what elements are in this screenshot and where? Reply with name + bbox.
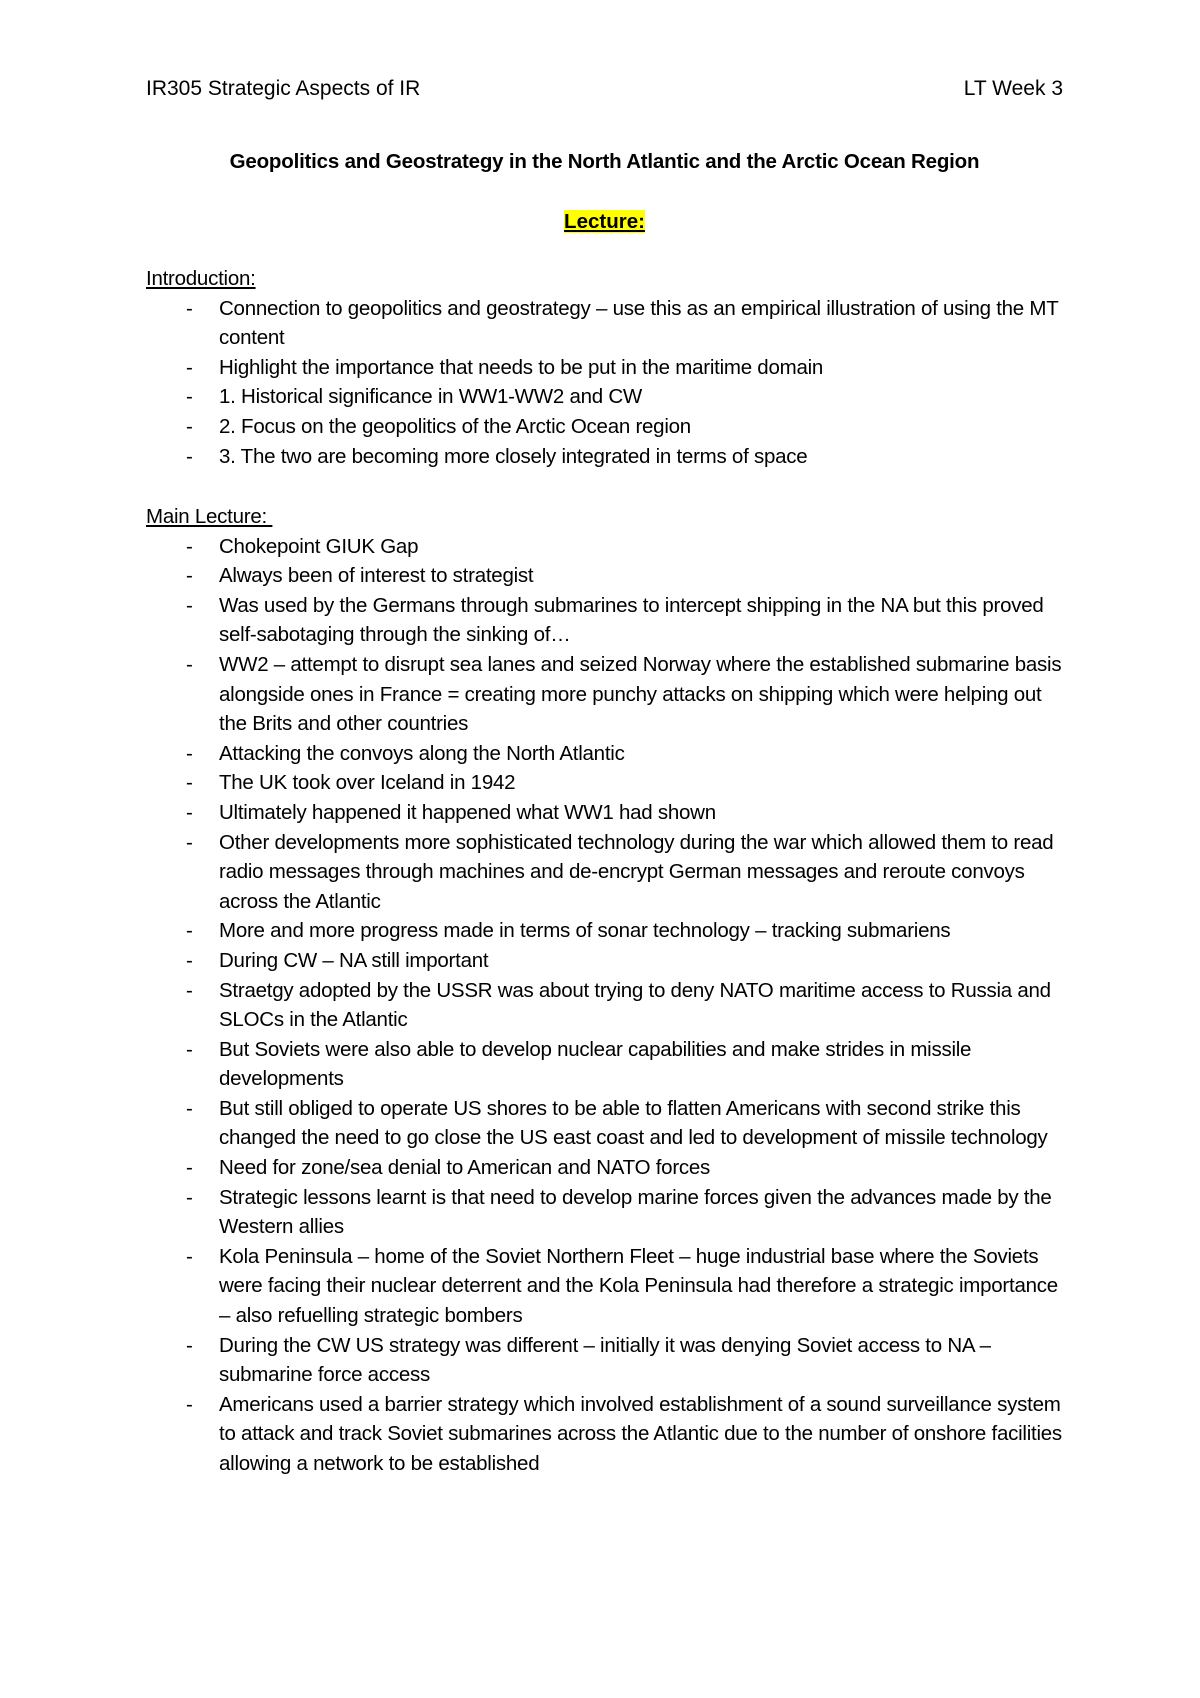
bullet-dash: - (186, 414, 193, 438)
bullet-text: Highlight the importance that needs to be put in the maritime domain (219, 355, 824, 379)
bullet-dash: - (186, 1156, 193, 1180)
bullet-text: Attacking the convoys along the North Atlantic (219, 741, 625, 765)
bullet-item (146, 916, 1066, 946)
bullet-text: Kola Peninsula – home of the Soviet Northern Fleet – huge industrial base where the Soviets were facing their nuclear deterrent and the Kola Peninsula had therefore a strategic importance – also refuelling strategic bombers (219, 1244, 1058, 1328)
bullet-text: But Soviets were also able to develop nuclear capabilities and make strides in missile developments (219, 1037, 972, 1091)
bullet-list (146, 294, 1066, 472)
bullet-text: Strategic lessons learnt is that need to develop marine forces given the advances made by the Western allies (219, 1185, 1052, 1239)
bullet-text: Chokepoint GIUK Gap (219, 534, 419, 558)
bullet-text: Other developments more sophisticated technology during the war which allowed them to read radio messages through machines and de-encrypt German messages and reroute convoys across the Atlantic (219, 830, 1054, 913)
bullet-dash: - (186, 1096, 193, 1120)
bullet-text: The UK took over Iceland in 1942 (219, 771, 516, 795)
bullet-dash: - (186, 385, 193, 409)
bullet-text: 3. The two are becoming more closely integrated in terms of space (219, 444, 808, 468)
bullet-text: Straetgy adopted by the USSR was about trying to deny NATO maritime access to Russia and SLOCs in the Atlantic (219, 978, 1051, 1032)
bullet-dash: - (186, 1244, 193, 1268)
bullet-item (146, 976, 1066, 1035)
bullet-dash: - (186, 1037, 193, 1061)
bullet-text: During the CW US strategy was different – initially it was denying Soviet access to NA – submarine force access (219, 1333, 991, 1387)
section-heading: Main Lecture: (146, 505, 273, 528)
bullet-item (146, 561, 1066, 591)
bullet-dash: - (186, 1392, 193, 1416)
bullet-item (146, 946, 1066, 976)
bullet-item (146, 1153, 1066, 1183)
bullet-dash: - (186, 444, 193, 468)
bullet-dash: - (186, 800, 193, 824)
bullet-item (146, 412, 1066, 442)
bullet-item (146, 532, 1066, 562)
bullet-text: Always been of interest to strategist (219, 564, 534, 588)
bullet-text: Need for zone/sea denial to American and NATO forces (219, 1156, 711, 1180)
page-header (146, 74, 1063, 104)
bullet-item (146, 591, 1066, 650)
bullet-text: Connection to geopolitics and geostrategy – use this as an empirical illustration of using the MT content (219, 296, 1059, 350)
bullet-dash: - (186, 1333, 193, 1357)
bullet-item (146, 1390, 1066, 1479)
bullet-text: WW2 – attempt to disrupt sea lanes and seized Norway where the established submarine basis alongside ones in France = creating more punchy attacks on shipping which were helping out the Brits and other countries (219, 652, 1062, 736)
bullet-dash: - (186, 741, 193, 765)
bullet-item (146, 442, 1066, 472)
bullet-item (146, 353, 1066, 383)
course-code: IR305 Strategic Aspects of IR (146, 77, 421, 100)
bullet-text: But still obliged to operate US shores to be able to flatten Americans with second strike this changed the need to go close the US east coast and led to development of missile technology (219, 1096, 1048, 1150)
bullet-item (146, 382, 1066, 412)
bullet-item (146, 768, 1066, 798)
bullet-item (146, 1183, 1066, 1242)
bullet-text: Was used by the Germans through submarines to intercept shipping in the NA but this proved self-sabotaging through the sinking of… (219, 593, 1044, 647)
bullet-dash: - (186, 830, 193, 854)
bullet-item (146, 1331, 1066, 1390)
bullet-dash: - (186, 296, 193, 320)
bullet-item (146, 828, 1066, 917)
bullet-list (146, 532, 1066, 1479)
bullet-dash: - (186, 652, 193, 676)
week-label: LT Week 3 (963, 77, 1063, 100)
introduction-section (146, 264, 1066, 471)
bullet-dash: - (186, 919, 193, 943)
bullet-text: Americans used a barrier strategy which involved establishment of a sound surveillance system to attack and track Soviet submarines across the Atlantic due to the number of onshore facilities allowing a network to be established (219, 1392, 1062, 1475)
bullet-dash: - (186, 771, 193, 795)
main-lecture-section (146, 502, 1066, 1479)
lecture-label (146, 207, 1063, 237)
bullet-dash: - (186, 948, 193, 972)
lecture-label-highlight: Lecture: (564, 210, 645, 233)
bullet-item (146, 1094, 1066, 1153)
bullet-dash: - (186, 978, 193, 1002)
bullet-text: During CW – NA still important (219, 948, 489, 972)
bullet-text: 1. Historical significance in WW1-WW2 and CW (219, 385, 643, 409)
document-title: Geopolitics and Geostrategy in the North Atlantic and the Arctic Ocean Region (229, 150, 980, 173)
bullet-item (146, 798, 1066, 828)
bullet-dash: - (186, 534, 193, 558)
bullet-dash: - (186, 593, 193, 617)
section-heading: Introduction: (146, 267, 256, 290)
bullet-dash: - (186, 355, 193, 379)
bullet-text: 2. Focus on the geopolitics of the Arctic Ocean region (219, 414, 691, 438)
bullet-item (146, 739, 1066, 769)
bullet-dash: - (186, 1185, 193, 1209)
bullet-item (146, 650, 1066, 739)
bullet-item (146, 1035, 1066, 1094)
bullet-item (146, 294, 1066, 353)
bullet-item (146, 1242, 1066, 1331)
bullet-dash: - (186, 564, 193, 588)
bullet-text: Ultimately happened it happened what WW1 had shown (219, 800, 716, 824)
bullet-text: More and more progress made in terms of sonar technology – tracking submariens (219, 919, 951, 943)
